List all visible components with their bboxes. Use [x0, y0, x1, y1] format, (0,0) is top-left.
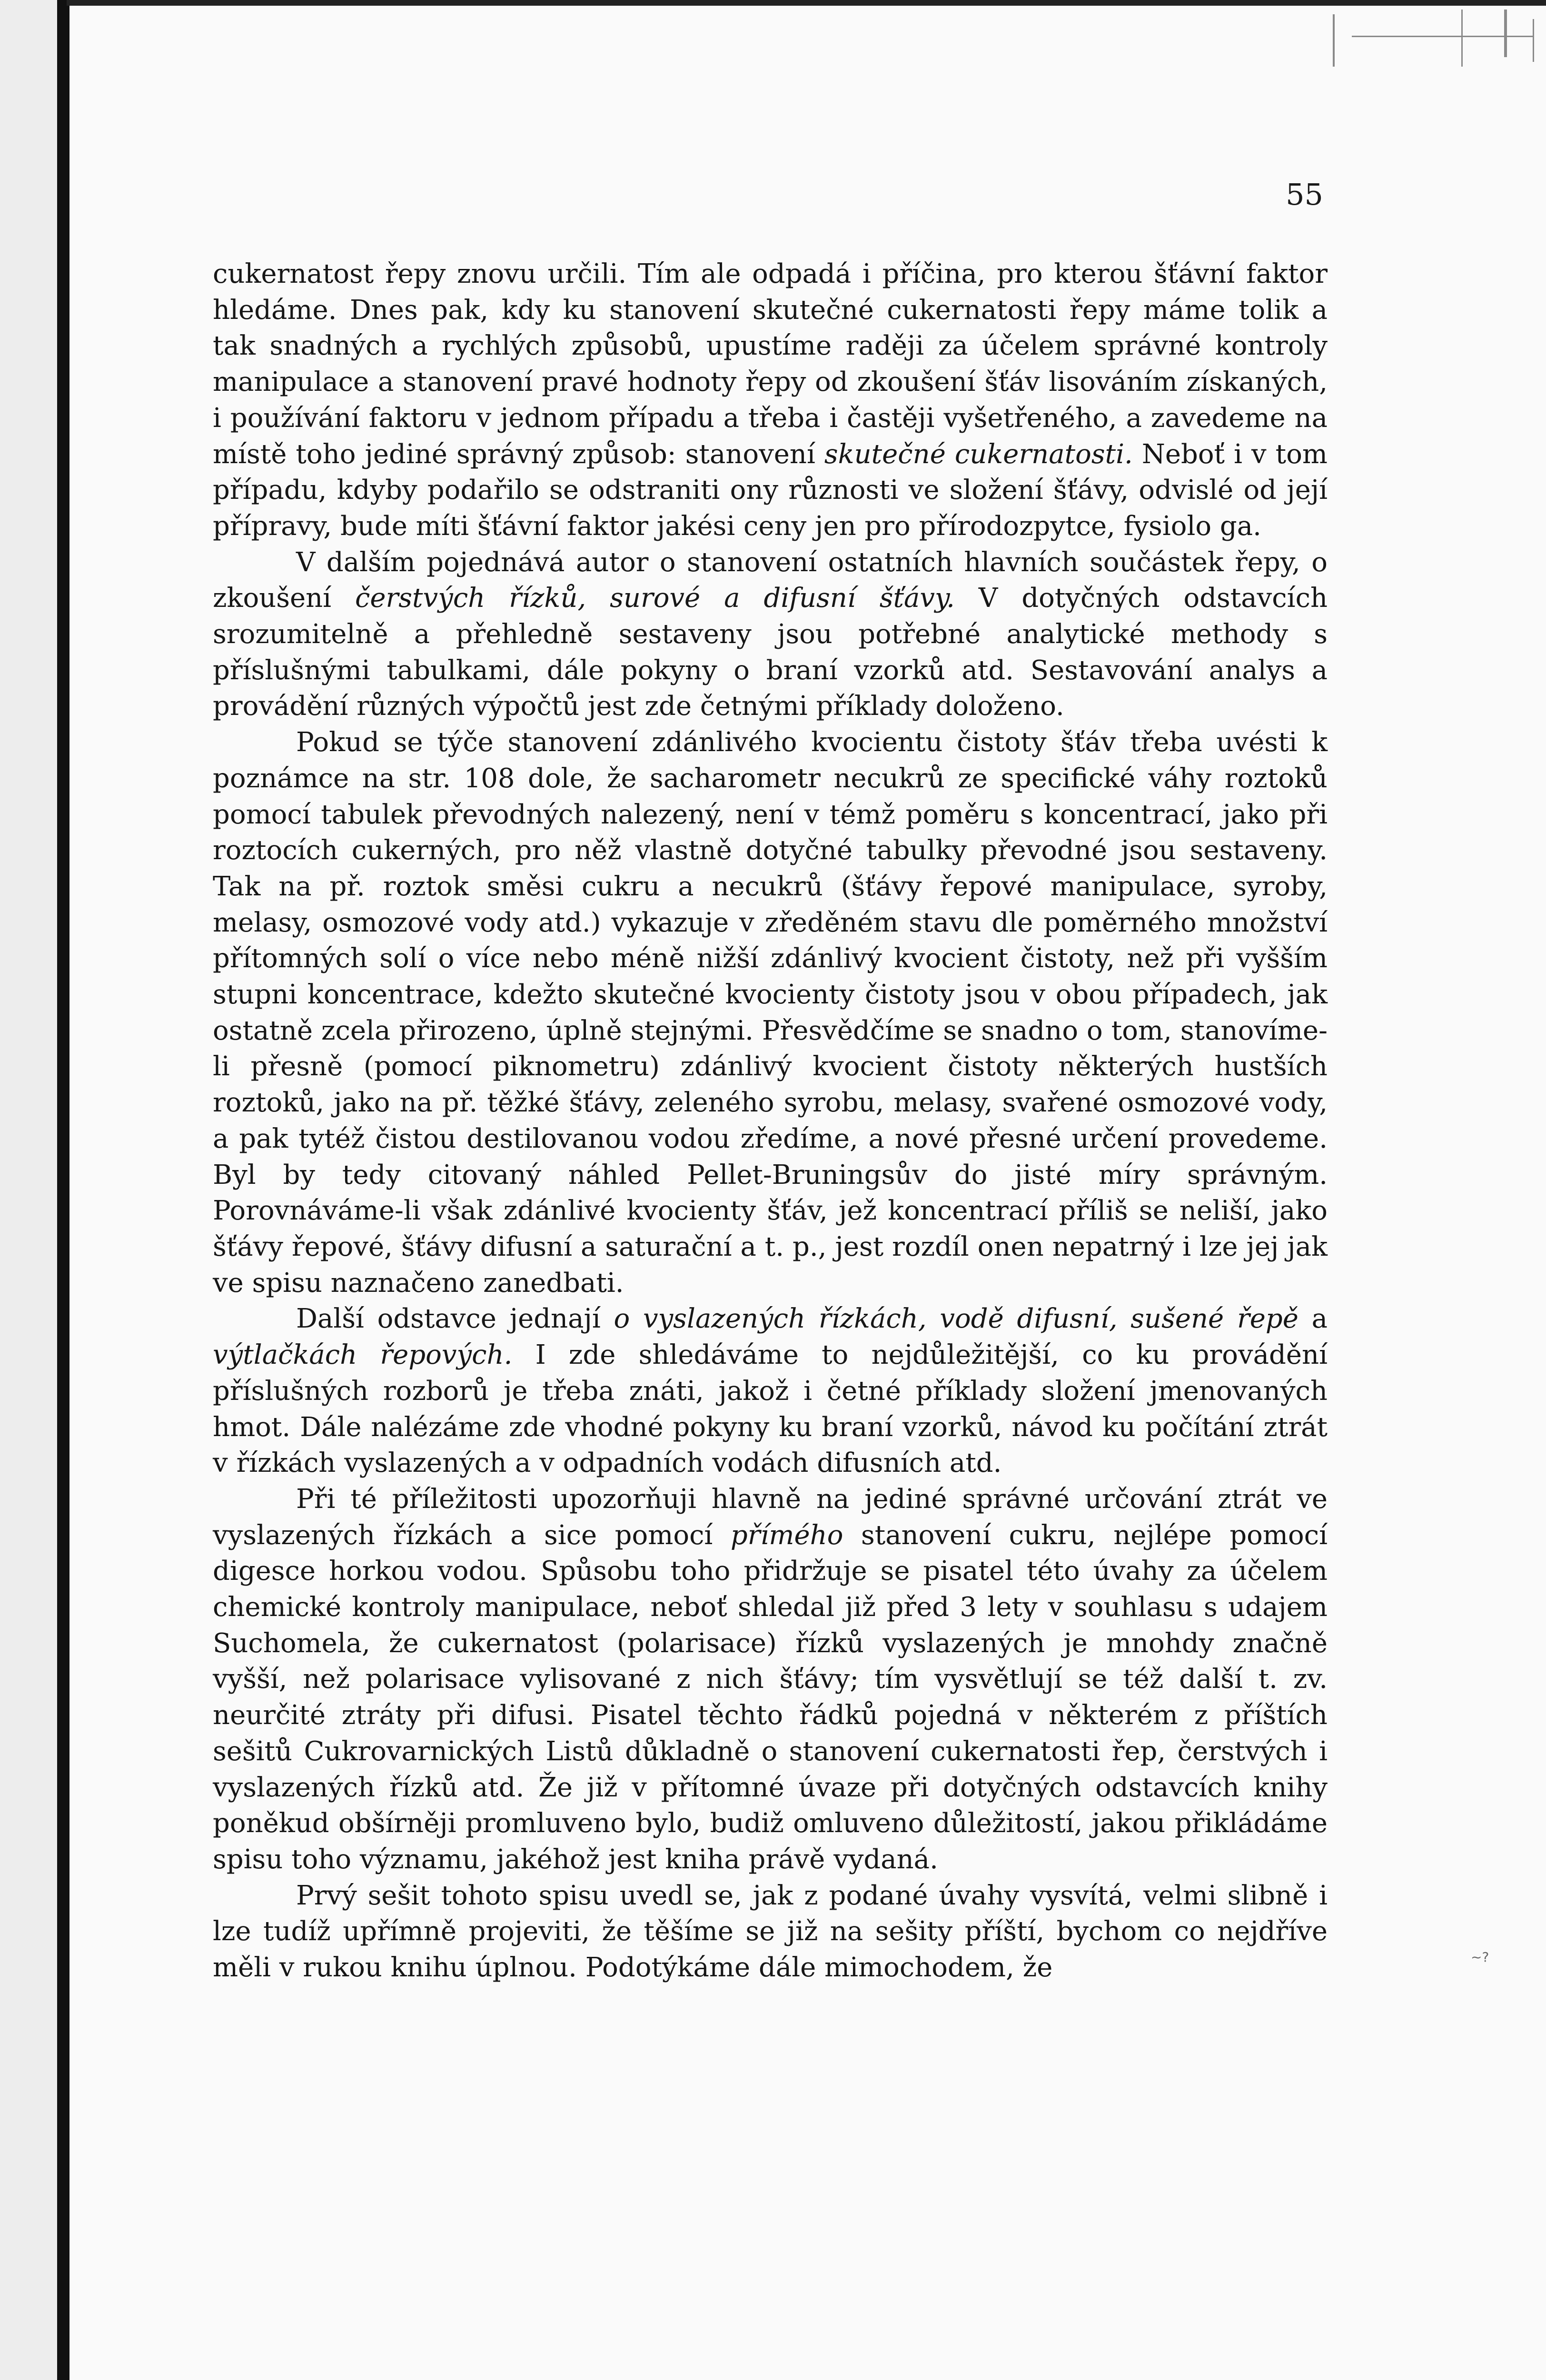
- paragraph-5: Při té příležitosti upozorňuji hlavně na jediné správné určování ztrát ve vyslazených řízkách a sice pomocí přímého stanovení cukru, nejlépe pomocí digesce horkou vodou. Spůsobu toho přidržuje se pisatel této úvahy za účelem chemické kontroly manipulace, neboť shledal již před 3 lety v souhlasu s udajem Suchomela, že cukernatost (polarisace) řízků vyslazených je mnohdy značně vyšší, než polarisace vylisované z nich šťávy; tím vysvětlují se též další t. zv. neurčité ztráty při difusi. Pisatel těchto řádků pojedná v některém z příštích sešitů Cukrovarnických Listů důkladně o stanovení cukernatosti řep, čerstvých i vyslazených řízků atd. Že již v přítomné úvaze při dotyčných odstavcích knihy poněkud obšírněji promluveno bylo, budiž omluveno důležitostí, jakou přikládáme spisu toho významu, jakéhož jest kniha právě vydaná.: [213, 1483, 1328, 1875]
- paragraph-2: V dalším pojednává autor o stanovení ostatních hlavních součástek řepy, o zkoušení čerstvých řízků, surové a difusní šťávy. V dotyčných odstavcích srozumitelně a přehledně sestaveny jsou potřebné analytické methody s příslušnými tabulkami, dále pokyny o braní vzorků atd. Sestavování analys a provádění různých výpočtů jest zde četnými příklady doloženo.: [213, 546, 1328, 722]
- paragraph-3: Pokud se týče stanovení zdánlivého kvocientu čistoty šťáv třeba uvésti k poznámce na str. 108 dole, že sacharometr necukrů ze specifické váhy roztoků pomocí tabulek převodných nalezený, není v témž poměru s koncentrací, jako při roztocích cukerných, pro něž vlastně dotyčné tabulky převodné jsou sestaveny. Tak na př. roztok směsi cukru a necukrů (šťávy řepové manipulace, syroby, melasy, osmozové vody atd.) vykazuje v zředěném stavu dle poměrného množství přítomných solí o více nebo méně nižší zdánlivý kvocient čistoty, než při vyšším stupni koncentrace, kdežto skutečné kvocienty čistoty jsou v obou případech, jak ostatně zcela přirozeno, úplně stejnými. Přesvědčíme se snadno o tom, stanovíme-li přesně (pomocí piknometru) zdánlivý kvocient čistoty některých hustších roztoků, jako na př. těžké šťávy, zeleného syrobu, melasy, svařené osmozové vody, a pak tytéž čistou destilovanou vodou zředíme, a nové přesné určení provedeme. Byl by tedy citovaný náhled Pellet-Bruningsův do jisté míry správným. Porovnáváme-li však zdánlivé kvocienty šťáv, jež koncentrací příliš se neliší, jako šťávy řepové, šťávy difusní a saturační a t. p., jest rozdíl onen nepatrný i lze jej jak ve spisu naznačeno zanedbati.: [213, 727, 1328, 1299]
- body-text: [213, 256, 1328, 1986]
- page-left-edge: [57, 0, 69, 2380]
- paragraph-6: Prvý sešit tohoto spisu uvedl se, jak z podané úvahy vysvítá, velmi slibně i lze tudíž upřímně projeviti, že těšíme se již na sešity příští, bychom co nejdříve měli v rukou knihu úplnou. Podotýkáme dále mimochodem, že: [213, 1880, 1328, 1983]
- corner-bleed-marks: [1333, 10, 1542, 71]
- page-top-edge: [67, 0, 1546, 6]
- paragraph-1: cukernatost řepy znovu určili. Tím ale odpadá i příčina, pro kterou šťávní faktor hledáme. Dnes pak, kdy ku stanovení skutečné cukernatosti řepy máme tolik a tak snadných a rychlých způsobů, upustíme raději za účelem správné kontroly manipulace a stanovení pravé hodnoty řepy od zkoušení šťáv lisováním získaných, i používání faktoru v jednom případu a třeba i častěji vyšetřeného, a zavedeme na místě toho jediné správný způsob: stanovení skutečné cukernatosti. Neboť i v tom případu, kdyby podařilo se odstraniti ony různosti ve složení šťávy, odvislé od její přípravy, bude míti šťávní faktor jakési ceny jen pro přírodozpytce, fysiolo ga.: [213, 258, 1328, 542]
- paragraph-4: Další odstavce jednají o vyslazených řízkách, vodě difusní, sušené řepě a výtlačkách řepových. I zde shledáváme to nejdůležitější, co ku provádění příslušných rozborů je třeba znáti, jakož i četné příklady složení jmenovaných hmot. Dále nalézáme zde vhodné pokyny ku braní vzorků, návod ku počítání ztrát v řízkách vyslazených a v odpadních vodách difusních atd.: [213, 1303, 1328, 1479]
- scan-background: [0, 0, 61, 2380]
- page-number: 55: [1286, 177, 1323, 212]
- margin-mark: ~?: [1471, 1949, 1489, 1965]
